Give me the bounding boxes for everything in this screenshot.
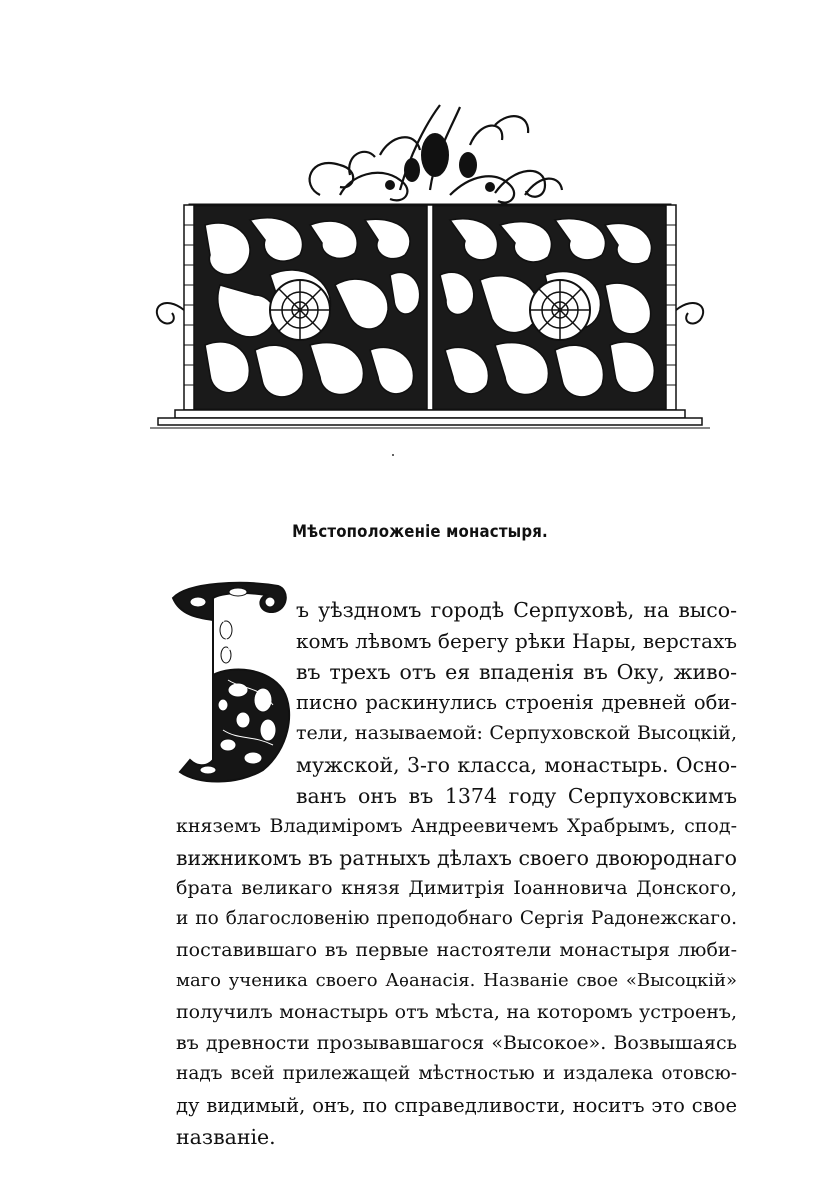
text-line-9: вижникомъ въ ратныхъ дѣлахъ своего двоюроднаго: [176, 846, 737, 870]
text-line-1: ъ уѣздномъ городѣ Серпуховѣ, на высо-: [296, 598, 737, 622]
text-line-11: и по благословенію преподобнаго Сергія Радонежскаго.: [176, 908, 737, 929]
text-line-14: получилъ монастырь отъ мѣста, на которомъ устроенъ,: [176, 1001, 737, 1023]
text-line-18: названіе.: [176, 1125, 276, 1149]
chapter-title: Мѣстоположеніе монастыря.: [292, 522, 548, 542]
text-line-4: писно раскинулись строенія древней оби-: [296, 691, 737, 714]
text-line-15: въ древности прозывавшагося «Высокое». Возвышаясь: [176, 1032, 737, 1054]
text-line-16: надъ всей прилежащей мѣстностью и издалека отовсю-: [176, 1063, 737, 1084]
decorated-initial-letter: [168, 580, 293, 785]
text-line-10: брата великаго князя Димитрія Іоанновича Донского,: [176, 877, 737, 899]
stray-dot: [392, 454, 394, 456]
text-line-6: мужской, 3-го класса, монастырь. Осно-: [296, 753, 737, 777]
text-line-8: княземъ Владиміромъ Андреевичемъ Храбрымъ, спод-: [176, 815, 737, 837]
text-line-12: поставившаго въ первые настоятели монастыря люби-: [176, 939, 737, 961]
text-line-17: ду видимый, онъ, по справедливости, носитъ это свое: [176, 1094, 737, 1117]
ornamental-headpiece: [150, 95, 710, 435]
text-line-7: ванъ онъ въ 1374 году Серпуховскимъ: [296, 784, 737, 808]
text-line-13: маго ученика своего Аѳанасія. Названіе свое «Высоцкій»: [176, 970, 737, 991]
text-line-2: комъ лѣвомъ берегу рѣки Нары, верстахъ: [296, 629, 737, 653]
text-line-5: тели, называемой: Серпуховской Высоцкій,: [296, 722, 737, 744]
text-line-3: въ трехъ отъ ея впаденія въ Оку, живо-: [296, 660, 737, 684]
